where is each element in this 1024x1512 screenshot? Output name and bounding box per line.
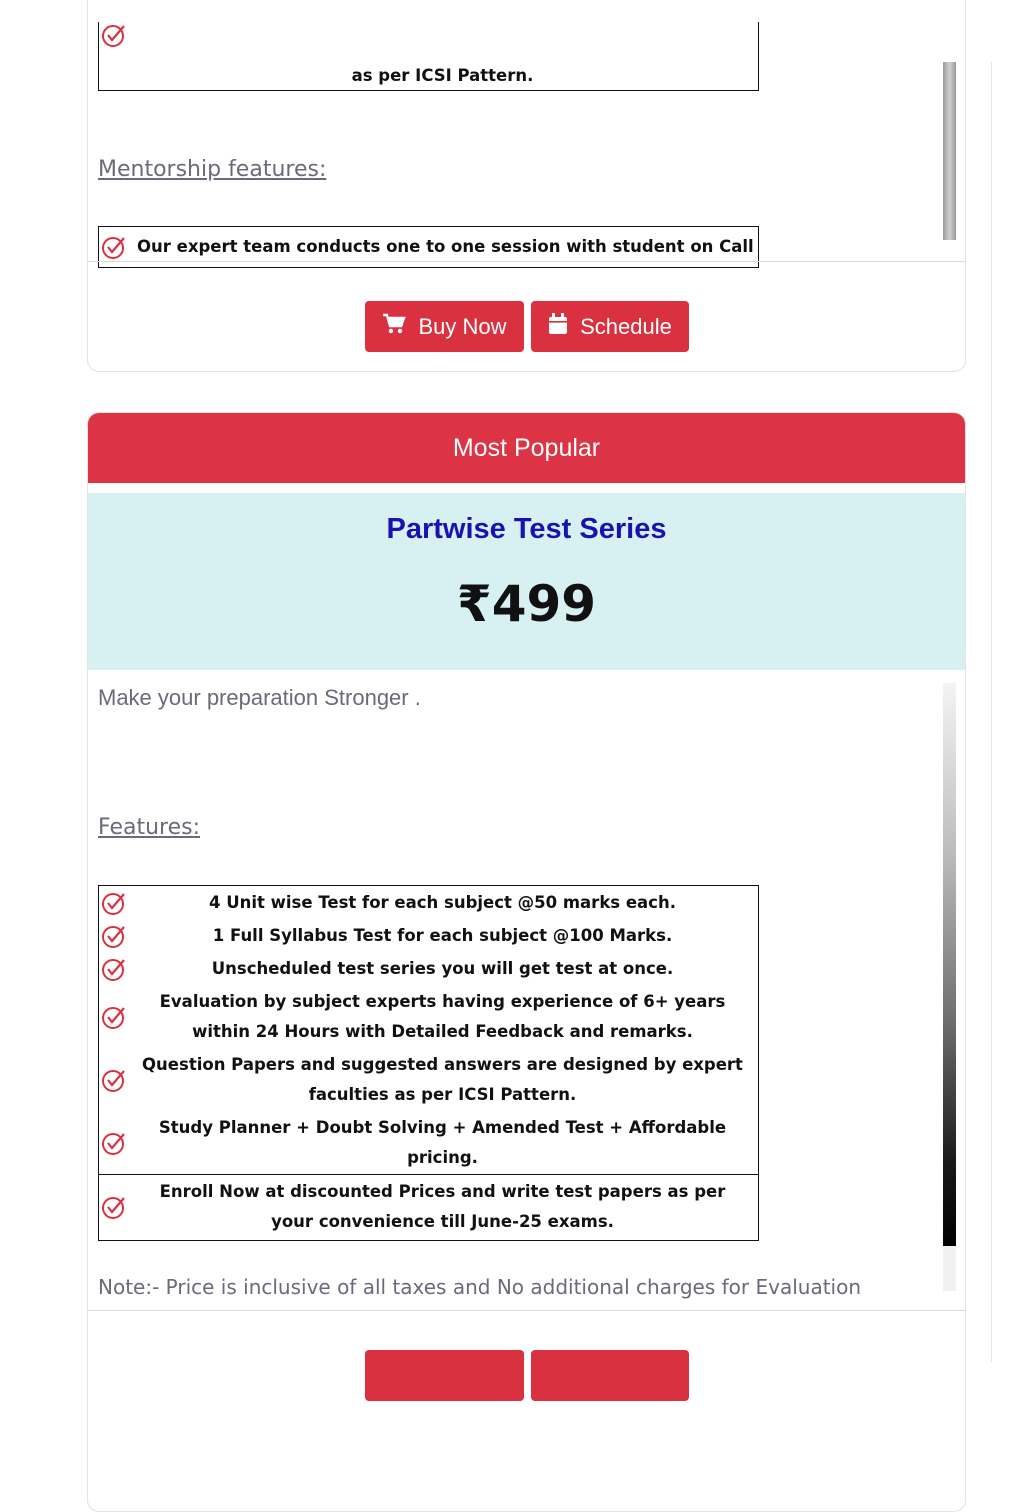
check-circle-icon [99, 22, 137, 48]
schedule-button[interactable] [531, 1350, 689, 1401]
check-circle-icon [99, 1194, 137, 1220]
features-list [99, 886, 758, 1174]
card-footer [88, 1310, 965, 1421]
buy-now-button[interactable] [365, 1350, 524, 1401]
feature-text: Study Planner + Doubt Solving + Amended Test + Affordable pricing. [158, 1117, 727, 1167]
check-circle-icon [99, 923, 137, 949]
plan-price: ₹499 [456, 575, 597, 633]
plan-tagline: Make your preparation Stronger . [98, 685, 421, 710]
plan-card-partwise [87, 412, 966, 1512]
feature-text: 1 Full Syllabus Test for each subject @100 Marks. [212, 925, 673, 945]
card-footer [88, 261, 965, 372]
feature-row [99, 1111, 758, 1174]
plan-card-previous [87, 0, 966, 372]
scrollbar[interactable] [943, 683, 956, 1291]
schedule-label: Schedule [580, 313, 672, 339]
feature-row [99, 886, 758, 919]
card-scroll-area[interactable] [98, 675, 968, 1299]
scrollbar[interactable] [943, 62, 956, 240]
buy-now-button[interactable] [365, 301, 524, 352]
scrollbar-thumb[interactable] [943, 683, 956, 1246]
enroll-row [99, 1174, 758, 1240]
features-title: Features: [98, 815, 201, 840]
plan-price-box [88, 493, 965, 670]
feature-text: Unscheduled test series you will get test at once. [211, 958, 674, 978]
feature-text: as per ICSI Pattern. [351, 66, 534, 85]
card-scroll-area[interactable] [98, 62, 968, 256]
feature-row [99, 919, 758, 952]
check-circle-icon [99, 1004, 137, 1030]
check-circle-icon [99, 1067, 137, 1093]
feature-row [99, 1048, 758, 1111]
check-circle-icon [99, 1130, 137, 1156]
mentorship-text: Our expert team conducts one to one session with student on Call [137, 237, 754, 256]
mentorship-features-title: Mentorship features: [98, 157, 327, 182]
feature-text: Evaluation by subject experts having experience of 6+ years within 24 Hours with Detailed Feedback and remarks. [159, 991, 726, 1041]
features-table [98, 22, 759, 91]
check-circle-icon [99, 956, 137, 982]
feature-text: Question Papers and suggested answers are designed by expert faculties as per ICSI Pattern. [142, 1054, 743, 1104]
page-viewport [0, 62, 992, 1362]
enroll-text: Enroll Now at discounted Prices and write test papers as per your convenience till June-25 exams. [159, 1182, 726, 1231]
feature-row [99, 952, 758, 985]
scrollbar-thumb[interactable] [943, 62, 956, 240]
pricing-note: Note:- Price is inclusive of all taxes and No additional charges for Evaluation [98, 1275, 862, 1299]
features-table [98, 885, 759, 1241]
check-circle-icon [99, 234, 137, 260]
feature-text: 4 Unit wise Test for each subject @50 marks each. [209, 892, 676, 912]
cart-icon [382, 313, 406, 341]
plan-title: Partwise Test Series [386, 513, 667, 545]
most-popular-banner: Most Popular [88, 413, 965, 483]
schedule-button[interactable] [531, 301, 689, 352]
check-circle-icon [99, 890, 137, 916]
feature-row [99, 985, 758, 1048]
calendar-icon [548, 313, 568, 341]
buy-now-label: Buy Now [418, 313, 507, 339]
feature-row [99, 22, 758, 90]
